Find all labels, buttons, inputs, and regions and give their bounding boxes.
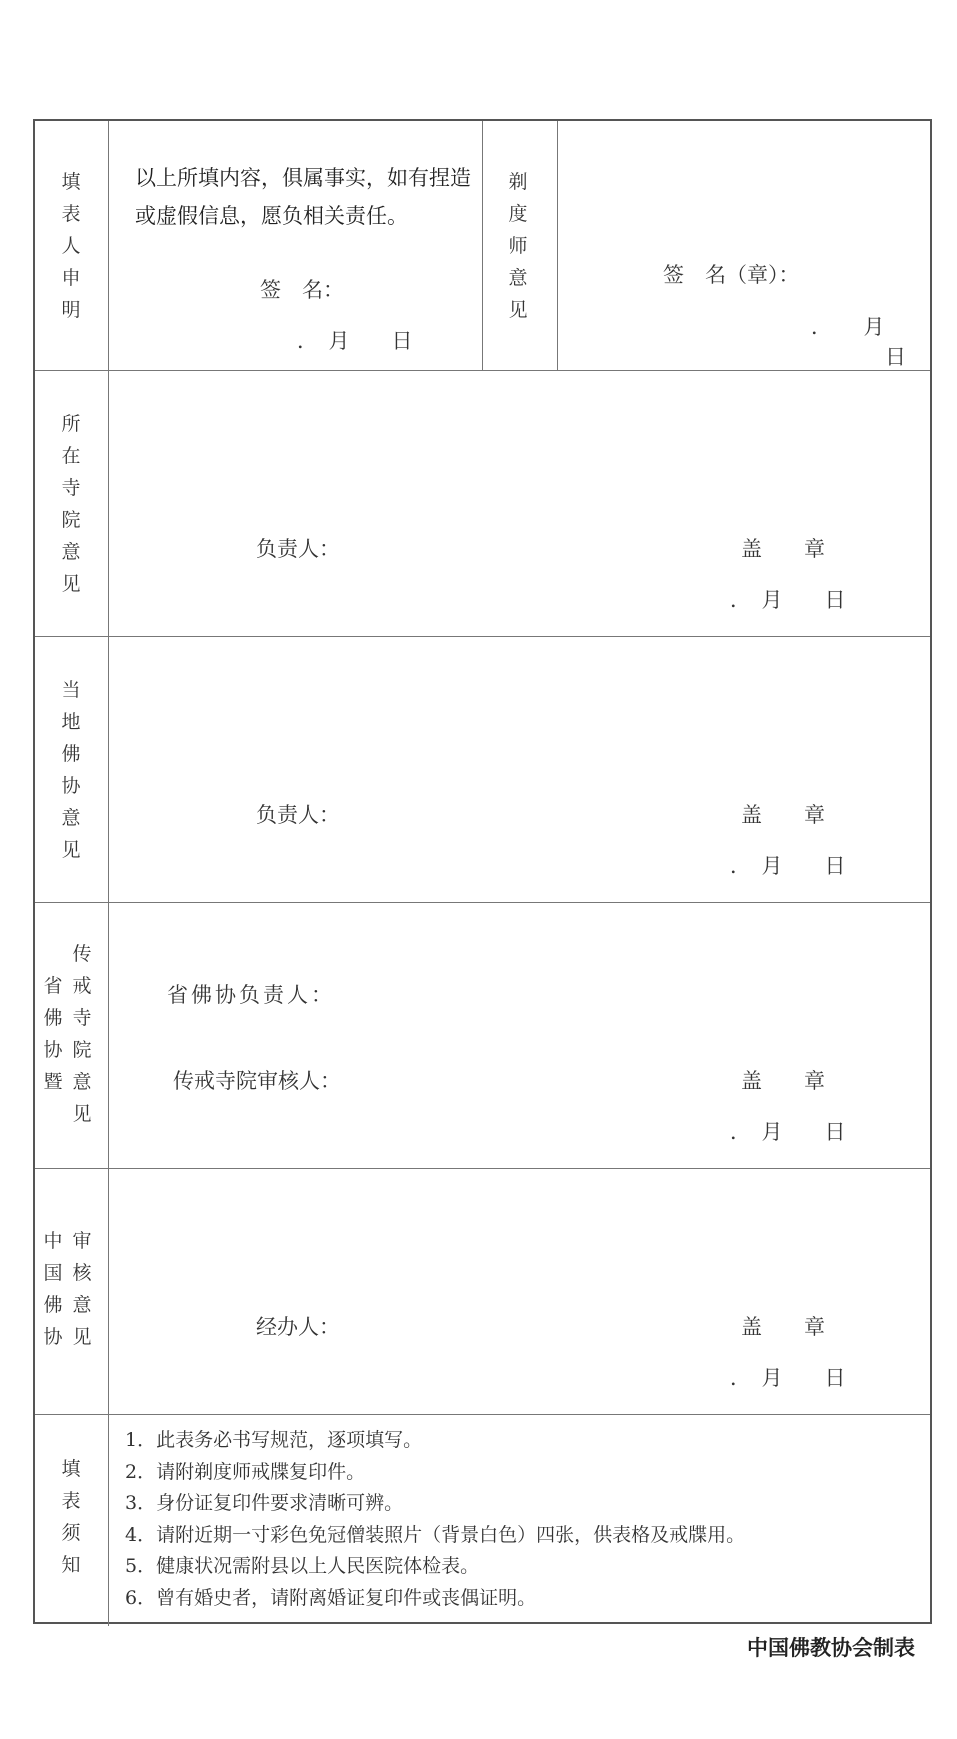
china-association-seal-label: 盖 章: [741, 1315, 825, 1339]
row-divider: [35, 1414, 930, 1415]
provincial-seal-label: 盖 章: [741, 1069, 825, 1093]
list-item: 5．健康状况需附县以上人民医院体检表。: [125, 1555, 480, 1577]
china-association-person-label: 经办人：: [256, 1315, 340, 1339]
list-item: 1．此表务必书写规范，逐项填写。: [125, 1429, 423, 1451]
column-divider: [482, 121, 483, 370]
temple-person-label: 负责人：: [256, 537, 340, 561]
provincial-person1-label: 省佛协负责人：: [167, 983, 335, 1007]
china-association-date: ． 月 日: [730, 1366, 846, 1390]
china-association-label-column2: 审核意见: [72, 1230, 92, 1348]
row-divider: [35, 902, 930, 903]
tonsure-master-date-month: ． 月: [811, 315, 885, 339]
list-item: 4．请附近期一寸彩色免冠僧装照片（背景白色）四张，供表格及戒牒用。: [125, 1523, 746, 1546]
tonsure-master-date-day: 日: [885, 345, 906, 369]
declaration-label: 填表人申明: [61, 171, 81, 321]
notes-label: 填表须知: [61, 1458, 81, 1576]
tonsure-master-sign-label: 签 名（章）：: [663, 263, 800, 287]
declaration-date: ． 月 日: [297, 329, 413, 353]
declaration-sign-label: 签 名：: [260, 278, 344, 302]
temple-opinion-label: 所在寺院意见: [61, 413, 81, 595]
row-divider: [35, 1168, 930, 1169]
china-association-label-column1: 中国佛协: [43, 1230, 63, 1348]
local-association-person-label: 负责人：: [256, 803, 340, 827]
provincial-label-column1: 省佛协暨: [43, 975, 63, 1093]
list-item: 6．曾有婚史者，请附离婚证复印件或丧偶证明。: [125, 1586, 537, 1609]
application-form-table: [33, 119, 932, 1624]
local-association-label: 当地佛协意见: [61, 679, 81, 861]
row-divider: [35, 636, 930, 637]
provincial-person2-label: 传戒寺院审核人：: [173, 1069, 341, 1093]
temple-date: ． 月 日: [730, 588, 846, 612]
footer-issuer: 中国佛教协会制表: [747, 1636, 915, 1660]
provincial-date: ． 月 日: [730, 1120, 846, 1144]
notes-list: [125, 1425, 745, 1614]
temple-seal-label: 盖 章: [741, 537, 825, 561]
row-divider: [35, 370, 930, 371]
label-column-divider: [108, 121, 109, 1626]
declaration-text: 以上所填内容，俱属事实，如有捏造或虚假信息，愿负相关责任。: [135, 166, 471, 228]
provincial-label-column2: 传戒寺院意见: [72, 943, 92, 1125]
tonsure-master-label: 剃度师意见: [508, 171, 528, 321]
column-divider: [557, 121, 558, 370]
list-item: 3．身份证复印件要求清晰可辨。: [125, 1492, 404, 1514]
list-item: 2．请附剃度师戒牒复印件。: [125, 1460, 366, 1483]
local-association-date: ． 月 日: [730, 854, 846, 878]
local-association-seal-label: 盖 章: [741, 803, 825, 827]
